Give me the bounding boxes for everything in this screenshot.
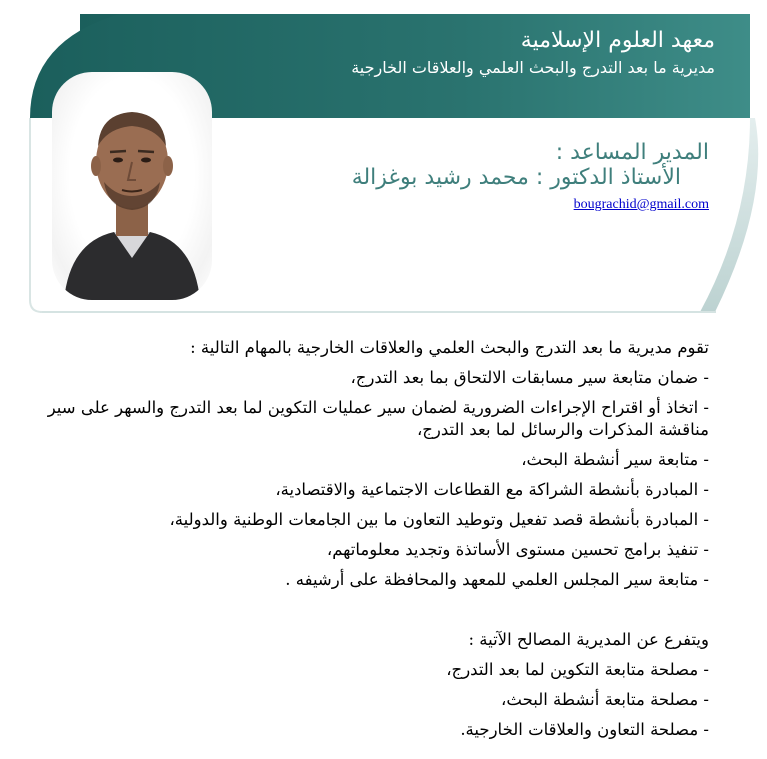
content-body	[9, 333, 709, 745]
section-spacer	[9, 595, 709, 625]
service-item-1: - مصلحة متابعة التكوين لما بعد التدرج،	[446, 660, 709, 679]
task-item-7: - متابعة سير المجلس العلمي للمعهد والمحافظة على أرشيفه .	[285, 570, 709, 589]
header-card	[10, 0, 767, 320]
task-item-5: - المبادرة بأنشطة قصد تفعيل وتوطيد التعاون ما بين الجامعات الوطنية والدولية،	[169, 510, 709, 529]
service-item-3: - مصلحة التعاون والعلاقات الخارجية.	[460, 720, 709, 739]
institute-title: معهد العلوم الإسلامية	[520, 28, 715, 53]
services-intro: ويتفرع عن المديرية المصالح الآتية :	[468, 630, 709, 649]
portrait-photo-icon	[52, 72, 212, 300]
directorate-title: مديرية ما بعد التدرج والبحث العلمي والعلاقات الخارجية	[351, 58, 715, 77]
portrait-photo	[52, 72, 212, 300]
task-item-6: - تنفيذ برامج تحسين مستوى الأساتذة وتجديد معلوماتهم،	[326, 540, 709, 559]
role-label: المدير المساعد :	[555, 140, 709, 165]
service-item-2: - مصلحة متابعة أنشطة البحث،	[501, 690, 709, 709]
email-link[interactable]: bougrachid@gmail.com	[573, 197, 709, 212]
task-item-1: - ضمان متابعة سير مسابقات الالتحاق بما بعد التدرج،	[350, 368, 709, 387]
director-name: الأستاذ الدكتور : محمد رشيد بوغزالة	[351, 165, 681, 190]
task-item-4: - المبادرة بأنشطة الشراكة مع القطاعات الاجتماعية والاقتصادية،	[275, 480, 709, 499]
task-item-3: - متابعة سير أنشطة البحث،	[521, 450, 709, 469]
tasks-intro: تقوم مديرية ما بعد التدرج والبحث العلمي والعلاقات الخارجية بالمهام التالية :	[190, 338, 709, 357]
task-item-2: - اتخاذ أو اقتراح الإجراءات الضرورية لضمان سير عمليات التكوين لما بعد التدرج والسهر على سير مناقشة المذكرات والرسائل لما بعد التدرج،	[47, 398, 709, 439]
